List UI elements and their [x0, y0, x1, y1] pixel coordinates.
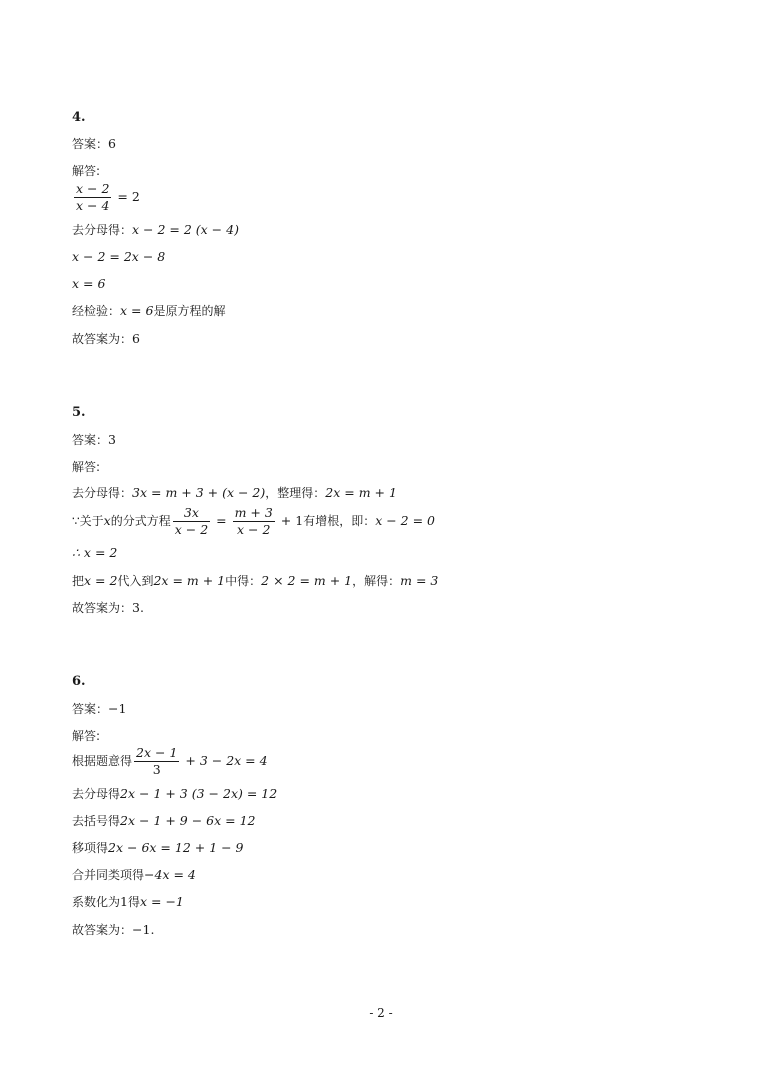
q4-step3: x = 6	[72, 276, 106, 291]
q4-step2: x − 2 = 2x − 8	[72, 249, 166, 264]
q6-line5-expr: −4x = 4	[144, 867, 196, 882]
q6-line6-text: 系数化为	[72, 895, 121, 909]
q6-solution-label: 解答:	[72, 729, 101, 743]
q6-answer-label: 答案：	[72, 702, 109, 716]
q6-final-label: 故答案为：	[72, 923, 133, 937]
q5-fraction-right	[233, 506, 275, 537]
q5-line4-h: m = 3	[400, 573, 439, 588]
q6-line4-expr: 2x − 6x = 12 + 1 − 9	[108, 840, 244, 855]
q5-line4-e: 中得：	[225, 574, 262, 588]
q5-line4-g: ，解得：	[352, 574, 401, 588]
q6-number: 6.	[72, 674, 86, 689]
q4-fraction-denominator: x − 4	[76, 198, 110, 213]
q6-line4-text: 移项得	[72, 841, 109, 855]
q5-line2-var: x	[103, 513, 111, 528]
q4-step1-label: 去分母得：	[72, 223, 133, 237]
q5-fraction-right-denominator: x − 2	[236, 522, 271, 537]
q6-line5	[72, 867, 196, 883]
q5-line1-expr2: 2x = m + 1	[325, 485, 397, 500]
q5-fraction-left-denominator: x − 2	[174, 522, 209, 537]
q5-line2-text2: 有增根，即：	[303, 514, 376, 528]
q4-check-expr: x = 6	[120, 303, 154, 318]
page-number: - 2 -	[369, 1006, 393, 1020]
q5-line2-expr: x − 2 = 0	[375, 513, 435, 528]
q4-check-label: 经检验：	[72, 304, 121, 318]
q4-final	[72, 331, 140, 347]
q4-fraction-numerator: x − 2	[76, 181, 110, 196]
q6-line3	[72, 813, 256, 829]
q5-number: 5.	[72, 405, 86, 420]
q6-fraction-numerator: 2x − 1	[136, 745, 178, 760]
q5-line3: ∴ x = 2	[72, 545, 118, 560]
q6-line2-expr: 2x − 1 + 3 (3 − 2x) = 12	[120, 786, 278, 801]
q6-final	[72, 922, 154, 938]
q5-fraction-left	[173, 506, 210, 537]
q5-line1-expr: 3x = m + 3 + (x − 2)	[132, 485, 266, 500]
q5-line1-label: 去分母得：	[72, 486, 133, 500]
q6-line6-expr: x = −1	[139, 894, 184, 909]
q5-line4-b: x = 2	[84, 573, 118, 588]
q6-line6-num: 1	[120, 894, 128, 909]
q6-fraction	[134, 746, 179, 777]
q6-line2	[72, 786, 277, 802]
q6-line3-expr: 2x − 1 + 9 − 6x = 12	[120, 813, 256, 828]
q5-fraction-right-numerator: m + 3	[234, 505, 273, 520]
q5-line2	[72, 506, 435, 537]
q6-line1	[72, 746, 268, 777]
q6-final-value: −1.	[132, 922, 155, 937]
q5-solution-label: 解答:	[72, 460, 101, 474]
q5-line2-plus: + 1	[276, 513, 304, 528]
q5-final	[72, 600, 144, 616]
q5-line1	[72, 485, 397, 501]
q5-line4-c: 代入到	[117, 574, 154, 588]
q4-answer	[72, 136, 116, 152]
q6-line5-text: 合并同类项得	[72, 868, 145, 882]
q4-number: 4.	[72, 110, 86, 125]
q6-line4	[72, 840, 244, 856]
q6-line3-text: 去括号得	[72, 814, 121, 828]
q4-check	[72, 303, 225, 319]
q6-line6	[72, 894, 184, 910]
q5-line2-prefix: ∵关于	[72, 514, 104, 528]
q6-line1-text: 根据题意得	[72, 754, 133, 768]
q4-final-label: 故答案为：	[72, 332, 133, 346]
q5-final-value: 3.	[132, 600, 144, 615]
q6-line2-text: 去分母得	[72, 787, 121, 801]
q4-equation	[72, 182, 140, 213]
q5-answer-value: 3	[108, 432, 116, 447]
q6-line6-text2: 得	[127, 895, 140, 909]
q4-step1-expr: x − 2 = 2 (x − 4)	[132, 222, 239, 237]
q4-final-value: 6	[132, 331, 140, 346]
q5-line2-text: 的分式方程	[110, 514, 171, 528]
q5-line4-f: 2 × 2 = m + 1	[261, 573, 353, 588]
q4-answer-value: 6	[108, 136, 116, 151]
q5-answer-label: 答案：	[72, 433, 109, 447]
q6-answer-value: −1	[108, 701, 127, 716]
q5-final-label: 故答案为：	[72, 601, 133, 615]
q4-equation-rhs: = 2	[113, 189, 140, 204]
q6-line1-rest: + 3 − 2x = 4	[181, 753, 268, 768]
q5-fraction-left-numerator: 3x	[173, 506, 210, 522]
q5-line4-d: 2x = m + 1	[153, 573, 226, 588]
q4-answer-label: 答案：	[72, 137, 109, 151]
q5-line1-mid: ，整理得：	[265, 486, 326, 500]
q4-check-text: 是原方程的解	[153, 304, 226, 318]
q4-step1	[72, 222, 239, 238]
q5-line4-a: 把	[72, 574, 85, 588]
q4-solution-label: 解答:	[72, 164, 101, 178]
q5-answer	[72, 432, 116, 448]
q4-fraction	[74, 182, 111, 213]
q6-answer	[72, 701, 126, 717]
q5-line4	[72, 573, 438, 589]
q6-fraction-denominator: 3	[152, 762, 161, 777]
q5-line2-equals: =	[212, 513, 231, 528]
